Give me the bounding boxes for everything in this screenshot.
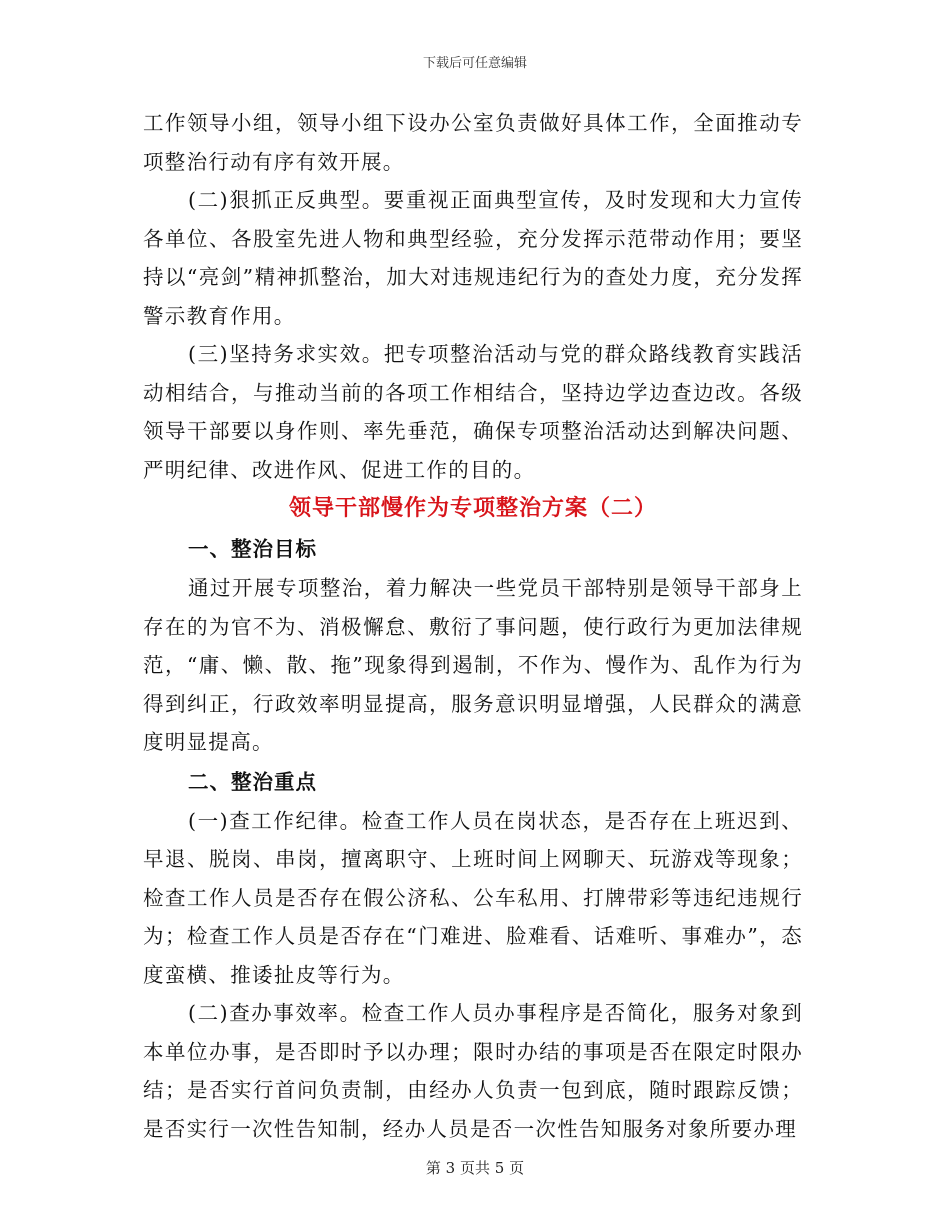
paragraph-continued: 工作领导小组，领导小组下设办公室负责做好具体工作，全面推动专项整治行动有序有效开展。 (143, 111, 803, 174)
paragraph-work-discipline: (一)查工作纪律。检查工作人员在岗状态，是否存在上班迟到、早退、脱岗、串岗，擅离职守、上班时间上网聊天、玩游戏等现象；检查工作人员是否存在假公济私、公车私用、打牌带彩等违纪违规行为；检查工作人员是否存在“门难进、脸难看、话难听、事难办”，态度蛮横、推诿扯皮等行为。 (143, 808, 803, 987)
section-heading-goals: 一、整治目标 (188, 537, 317, 561)
document-title: 领导干部慢作为专项整治方案（二） (288, 496, 657, 521)
document-body (143, 104, 803, 1148)
paragraph-goals: 通过开展专项整治，着力解决一些党员干部特别是领导干部身上存在的为官不为、消极懈怠、敷衍了事问题，使行政行为更加法律规范，“庸、懒、散、拖”现象得到遏制，不作为、慢作为、乱作为行为得到纠正，行政效率明显提高，服务意识明显增强，人民群众的满意度明显提高。 (143, 576, 803, 754)
page-footer: 第 3 页共 5 页 (425, 1159, 525, 1177)
section-heading-focus: 二、整治重点 (188, 769, 317, 794)
page-header: 下载后可任意编辑 (422, 56, 527, 71)
paragraph-work-efficiency: (二)查办事效率。检查工作人员办事程序是否简化，服务对象到本单位办事，是否即时予以办理；限时办结的事项是否在限定时限办结；是否实行首问负责制，由经办人负责一包到底，随时跟踪反馈；是否实行一次性告知制，经办人员是否一次性告知服务对象所要办理 (143, 1001, 803, 1141)
paragraph-practical-results: (三)坚持务求实效。把专项整治活动与党的群众路线教育实践活动相结合，与推动当前的各项工作相结合，坚持边学边查边改。各级领导干部要以身作则、率先垂范，确保专项整治活动达到解决问题、严明纪律、改进作风、促进工作的目的。 (143, 342, 803, 482)
paragraph-typical-examples: (二)狠抓正反典型。要重视正面典型宣传，及时发现和大力宣传各单位、各股室先进人物和典型经验，充分发挥示范带动作用；要坚持以“亮剑”精神抓整治，加大对违规违纪行为的查处力度，充分发挥警示教育作用。 (143, 188, 803, 328)
